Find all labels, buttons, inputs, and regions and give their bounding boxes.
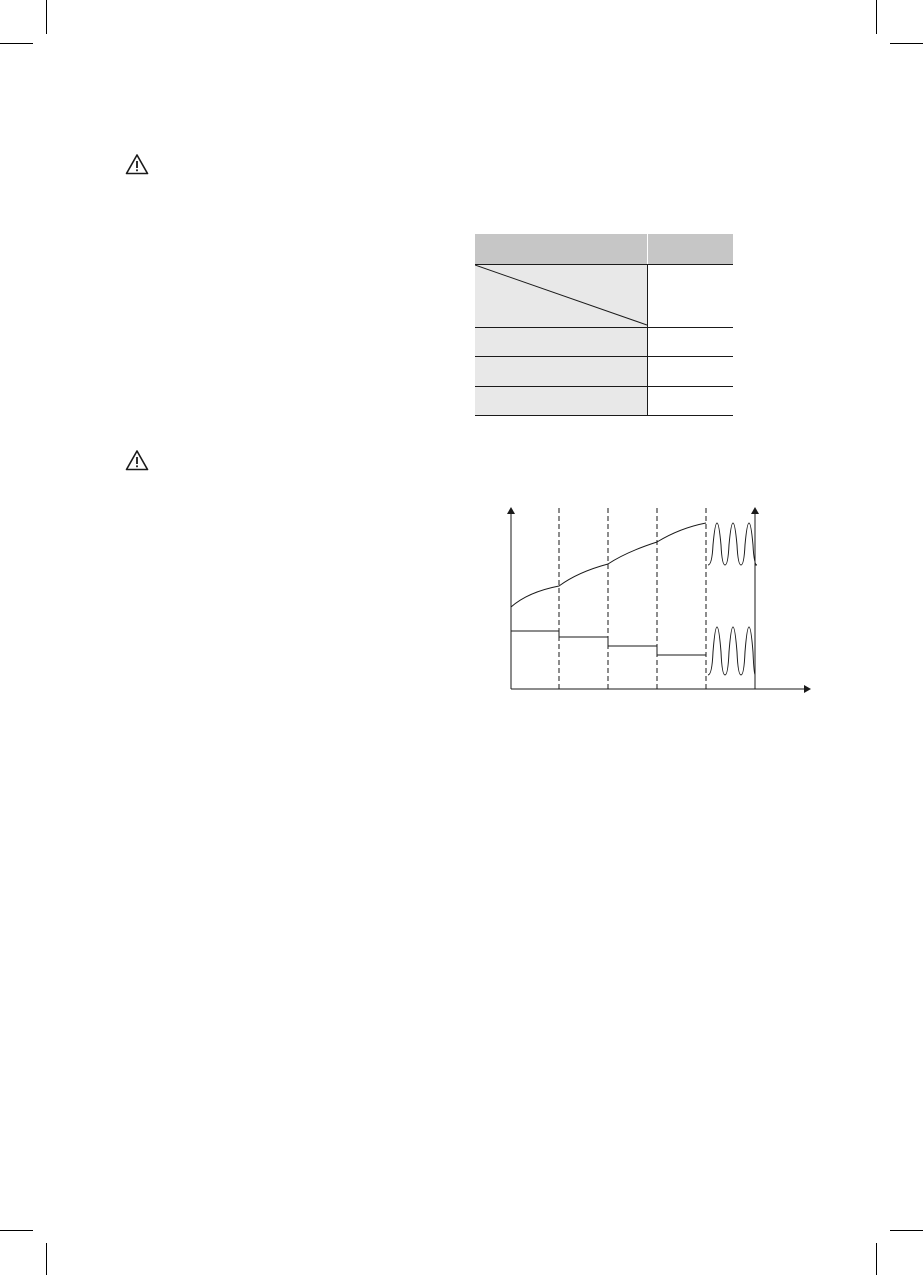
table-cell [475,357,647,386]
diagonal-divider [475,265,647,327]
table-header-row [475,234,733,265]
segment-dividers [559,508,706,689]
table-cell [647,328,733,356]
upper-pulses [708,523,757,565]
warning-triangle-icon [125,153,149,175]
lower-pulses [708,627,755,675]
lower-steps [511,631,706,655]
temperature-power-chart [498,500,816,698]
table-cell [647,387,733,415]
table-row [475,387,733,416]
table-row [475,265,733,328]
table-cell [475,328,647,356]
table-row [475,357,733,387]
table-cell [647,265,733,327]
table-cell [647,357,733,386]
table-diagonal-cell [475,265,647,327]
table-header-cell [475,234,647,264]
table-header-cell [647,234,733,264]
settings-table [475,234,733,416]
warning-triangle-icon [125,449,149,471]
table-cell [475,387,647,415]
table-row [475,328,733,357]
